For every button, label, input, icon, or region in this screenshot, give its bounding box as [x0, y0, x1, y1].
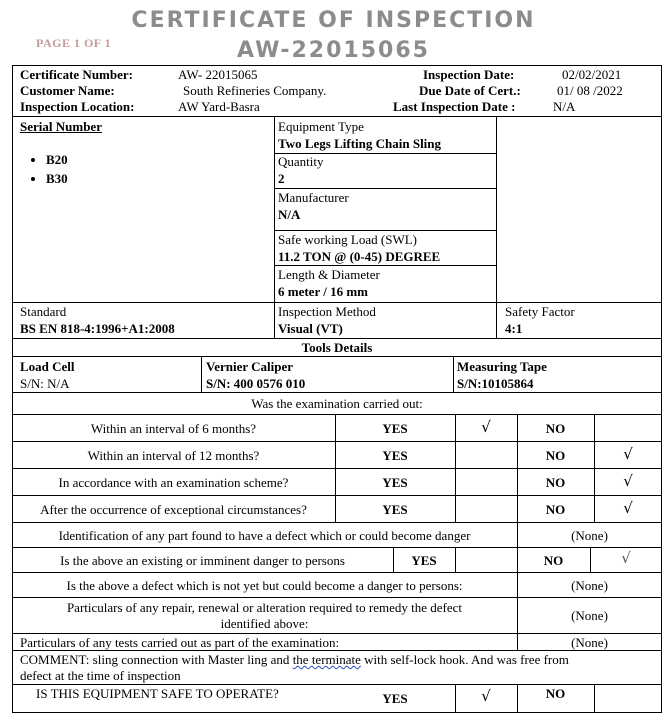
quantity-value: 2: [278, 171, 285, 186]
tools-details-title: Tools Details: [301, 340, 373, 355]
divider: [12, 302, 662, 303]
exam-row-label: In accordance with an examination scheme?: [58, 475, 289, 490]
divider: [274, 230, 496, 231]
divider: [12, 547, 662, 548]
swl-value: 11.2 TON @ (0-45) DEGREE: [278, 249, 441, 264]
divider: [12, 356, 662, 357]
divider: [12, 441, 662, 442]
check-mark-icon: √: [623, 472, 633, 490]
divider: [455, 547, 456, 572]
exam-no-label: NO: [545, 502, 566, 517]
repair-value: (None): [571, 608, 608, 623]
location-value: AW Yard-Basra: [178, 99, 260, 114]
standard-value: BS EN 818-4:1996+A1:2008: [20, 321, 175, 336]
divider: [12, 684, 662, 685]
serial-number-list: [22, 150, 68, 188]
serial-number-item: • B20: [46, 150, 68, 169]
swl-label: Safe working Load (SWL): [278, 232, 417, 247]
cert-number-label: Certificate Number:: [20, 67, 133, 82]
exam-no-label: NO: [545, 448, 566, 463]
exam-yes-label: YES: [382, 421, 408, 436]
defect-identification-value: (None): [571, 528, 608, 543]
safety-factor-value: 4:1: [505, 321, 523, 336]
exam-row-label: Within an interval of 6 months?: [90, 421, 257, 436]
exam-row-label: Within an interval of 12 months?: [87, 448, 260, 463]
exam-no-label: NO: [545, 475, 566, 490]
exam-yes-label: YES: [382, 502, 408, 517]
last-inspection-value: N/A: [553, 99, 576, 114]
divider: [12, 414, 662, 415]
certificate-title: CERTIFICATE OF INSPECTION: [131, 8, 536, 33]
check-mark-icon: √: [623, 499, 633, 517]
divider: [12, 468, 662, 469]
customer-label: Customer Name:: [20, 83, 115, 98]
measuring-tape-label: Measuring Tape: [457, 359, 547, 374]
divider: [274, 188, 496, 189]
cert-number-value: AW- 22015065: [178, 67, 258, 82]
danger-label: Is the above an existing or imminent danger to persons: [60, 553, 345, 568]
divider: [12, 392, 662, 393]
divider: [12, 522, 662, 523]
divider: [12, 495, 662, 496]
inspection-method-label: Inspection Method: [278, 304, 376, 319]
divider: [12, 597, 662, 598]
serial-number-item: • B30: [46, 169, 68, 188]
vernier-caliper-sn: S/N: 400 0576 010: [206, 376, 306, 391]
due-date-label: Due Date of Cert.:: [419, 83, 521, 98]
last-inspection-label: Last Inspection Date :: [393, 99, 516, 114]
divider: [594, 684, 595, 713]
safety-factor-label: Safety Factor: [505, 304, 575, 319]
tests-value: (None): [571, 635, 608, 650]
check-mark-icon: √: [623, 445, 633, 463]
divider: [12, 572, 662, 573]
manufacturer-label: Manufacturer: [278, 190, 349, 205]
manufacturer-value: N/A: [278, 207, 301, 222]
due-date-value: 01/ 08 /2022: [557, 83, 623, 98]
check-mark-icon: √: [481, 418, 491, 436]
safe-yes-label: YES: [382, 691, 408, 706]
inspection-date-label: Inspection Date:: [423, 67, 515, 82]
quantity-label: Quantity: [278, 154, 324, 169]
danger-no-label: NO: [543, 553, 564, 568]
comment-text-flagged: the terminate: [292, 652, 361, 667]
divider: [274, 116, 275, 338]
divider: [12, 116, 662, 117]
check-mark-icon: √: [621, 549, 631, 567]
load-cell-sn: S/N: N/A: [20, 376, 70, 391]
inspection-date-value: 02/02/2021: [562, 67, 622, 82]
safe-to-operate-label: IS THIS EQUIPMENT SAFE TO OPERATE?: [36, 686, 279, 701]
equipment-type-value: Two Legs Lifting Chain Sling: [278, 136, 442, 151]
comment-text: with self-lock hook. And was free from: [360, 652, 569, 667]
future-defect-value: (None): [571, 578, 608, 593]
vernier-caliper-label: Vernier Caliper: [206, 359, 294, 374]
divider: [496, 116, 497, 338]
comment-line2: defect at the time of inspection: [20, 668, 181, 683]
certificate-number-title: AW-22015065: [237, 38, 430, 63]
length-diameter-label: Length & Diameter: [278, 267, 380, 282]
measuring-tape-sn: S/N:10105864: [457, 376, 534, 391]
divider: [274, 265, 496, 266]
length-diameter-value: 6 meter / 16 mm: [278, 284, 369, 299]
customer-value: South Refineries Company.: [183, 83, 327, 98]
page-label: PAGE 1 OF 1: [36, 36, 112, 50]
comment-text: COMMENT: sling connection with Master ling and: [20, 652, 293, 667]
serial-number-label: Serial Number: [20, 119, 102, 134]
safe-no-label: NO: [545, 686, 566, 701]
divider: [201, 356, 202, 392]
comment-line1: [20, 652, 569, 667]
divider: [453, 356, 454, 392]
inspection-method-value: Visual (VT): [278, 321, 343, 336]
exam-row-label: After the occurrence of exceptional circumstances?: [40, 502, 307, 517]
examination-question: Was the examination carried out:: [251, 396, 423, 411]
repair-label-line2: identified above:: [220, 616, 309, 631]
exam-yes-label: YES: [382, 475, 408, 490]
defect-identification-label: Identification of any part found to have a defect which or could become danger: [58, 528, 471, 543]
location-label: Inspection Location:: [20, 99, 135, 114]
standard-label: Standard: [20, 304, 67, 319]
check-mark-icon: √: [481, 687, 491, 705]
exam-no-label: NO: [545, 421, 566, 436]
load-cell-label: Load Cell: [20, 359, 75, 374]
danger-yes-label: YES: [411, 553, 437, 568]
divider: [12, 338, 662, 339]
equipment-type-label: Equipment Type: [278, 119, 364, 134]
divider: [12, 633, 662, 634]
divider: [12, 650, 662, 651]
exam-yes-label: YES: [382, 448, 408, 463]
repair-label-line1: Particulars of any repair, renewal or alteration required to remedy the defect: [66, 600, 463, 615]
tests-label: Particulars of any tests carried out as part of the examination:: [20, 635, 340, 650]
future-defect-label: Is the above a defect which is not yet but could become a danger to persons:: [66, 578, 463, 593]
